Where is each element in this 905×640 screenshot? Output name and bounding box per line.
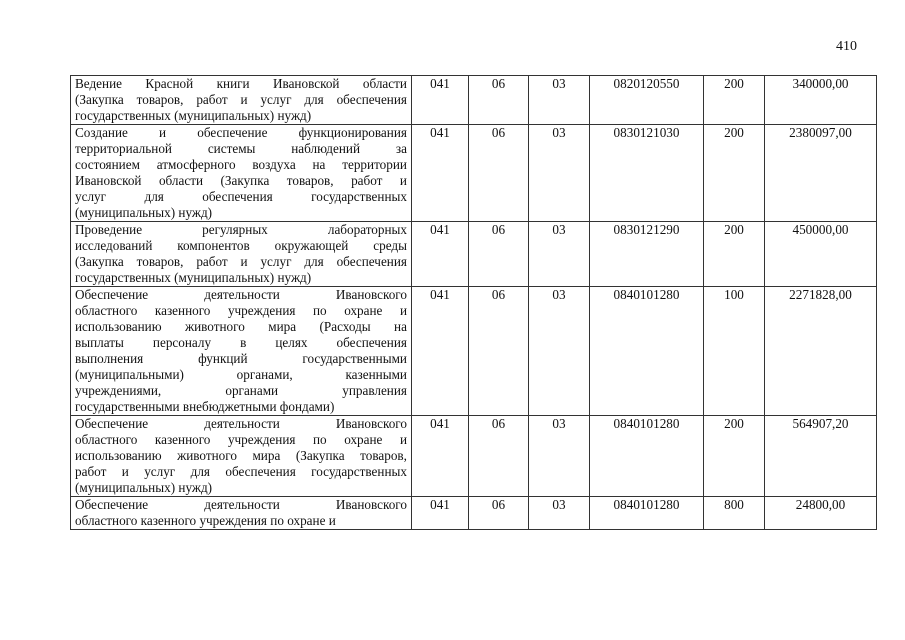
description-line: (Закупка товаров, работ и услуг для обеспечения (75, 92, 407, 107)
description-line: Обеспечение деятельности Ивановского (75, 287, 407, 302)
target-article-cell: 0820120550 (590, 76, 704, 125)
target-article-cell: 0840101280 (590, 497, 704, 530)
description-line: государственных (муниципальных) нужд) (75, 108, 312, 123)
section-code-cell: 06 (469, 497, 529, 530)
section-code-cell: 06 (469, 416, 529, 497)
description-line: выплаты персоналу в целях обеспечения (75, 335, 407, 350)
budget-table (70, 75, 877, 530)
expense-type-cell: 800 (704, 497, 765, 530)
amount-cell: 24800,00 (765, 497, 877, 530)
table-row (71, 497, 877, 530)
description-line: Проведение регулярных лабораторных (75, 222, 407, 237)
description-line: услуг для обеспечения государственных (75, 189, 407, 204)
table-row (71, 76, 877, 125)
admin-code-cell: 041 (412, 497, 469, 530)
amount-cell: 450000,00 (765, 222, 877, 287)
description-line: областного казенного учреждения по охране и (75, 513, 336, 528)
amount-cell: 2380097,00 (765, 125, 877, 222)
amount-cell: 340000,00 (765, 76, 877, 125)
amount-cell: 564907,20 (765, 416, 877, 497)
target-article-cell: 0840101280 (590, 416, 704, 497)
section-code-cell: 06 (469, 222, 529, 287)
description-cell (71, 76, 412, 125)
table-row (71, 287, 877, 416)
description-line: государственных (муниципальных) нужд) (75, 270, 312, 285)
description-line: (муниципальных) нужд) (75, 205, 213, 220)
description-line: работ и услуг для обеспечения государственных (75, 464, 407, 479)
description-line: областного казенного учреждения по охране и (75, 432, 407, 447)
description-cell (71, 125, 412, 222)
target-article-cell: 0830121290 (590, 222, 704, 287)
description-line: государственными внебюджетными фондами) (75, 399, 335, 414)
description-line: областного казенного учреждения по охране и (75, 303, 407, 318)
expense-type-cell: 200 (704, 416, 765, 497)
description-line: исследований компонентов окружающей среды (75, 238, 407, 253)
table-row (71, 125, 877, 222)
subsection-code-cell: 03 (529, 76, 590, 125)
description-cell (71, 416, 412, 497)
description-line: состоянием атмосферного воздуха на территории (75, 157, 407, 172)
description-line: использованию животного мира (Расходы на (75, 319, 407, 334)
admin-code-cell: 041 (412, 222, 469, 287)
section-code-cell: 06 (469, 125, 529, 222)
table-row (71, 222, 877, 287)
table-row (71, 416, 877, 497)
expense-type-cell: 200 (704, 222, 765, 287)
description-cell (71, 287, 412, 416)
subsection-code-cell: 03 (529, 497, 590, 530)
expense-type-cell: 200 (704, 76, 765, 125)
description-line: (муниципальных) нужд) (75, 480, 213, 495)
subsection-code-cell: 03 (529, 222, 590, 287)
budget-table-body (71, 76, 877, 530)
subsection-code-cell: 03 (529, 416, 590, 497)
target-article-cell: 0840101280 (590, 287, 704, 416)
description-cell (71, 497, 412, 530)
description-line: Ведение Красной книги Ивановской области (75, 76, 407, 91)
description-line: (Закупка товаров, работ и услуг для обеспечения (75, 254, 407, 269)
description-line: (муниципальными) органами, казенными (75, 367, 407, 382)
admin-code-cell: 041 (412, 76, 469, 125)
description-line: использованию животного мира (Закупка товаров, (75, 448, 407, 463)
description-line: Обеспечение деятельности Ивановского (75, 416, 407, 431)
description-line: Ивановской области (Закупка товаров, работ и (75, 173, 407, 188)
admin-code-cell: 041 (412, 287, 469, 416)
section-code-cell: 06 (469, 287, 529, 416)
description-line: выполнения функций государственными (75, 351, 407, 366)
amount-cell: 2271828,00 (765, 287, 877, 416)
description-line: Создание и обеспечение функционирования (75, 125, 407, 140)
description-cell (71, 222, 412, 287)
admin-code-cell: 041 (412, 416, 469, 497)
page-number: 410 (836, 39, 857, 54)
expense-type-cell: 200 (704, 125, 765, 222)
target-article-cell: 0830121030 (590, 125, 704, 222)
description-line: Обеспечение деятельности Ивановского (75, 497, 407, 512)
subsection-code-cell: 03 (529, 125, 590, 222)
expense-type-cell: 100 (704, 287, 765, 416)
description-line: территориальной системы наблюдений за (75, 141, 407, 156)
admin-code-cell: 041 (412, 125, 469, 222)
description-line: учреждениями, органами управления (75, 383, 407, 398)
section-code-cell: 06 (469, 76, 529, 125)
subsection-code-cell: 03 (529, 287, 590, 416)
